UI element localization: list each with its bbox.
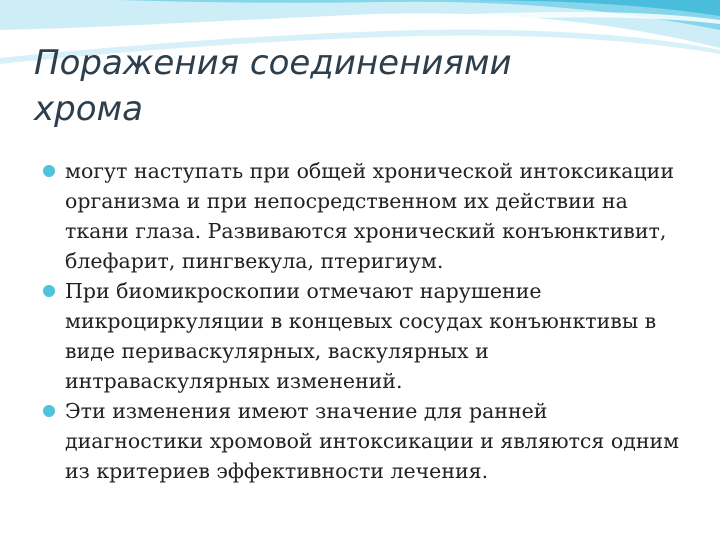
bullet-dot-icon	[43, 285, 55, 297]
bullet-dot-icon	[43, 405, 55, 417]
slide-title-line-1: Поражения соединениями	[34, 43, 512, 83]
slide-title-line-2: хрома	[34, 89, 143, 129]
bullet-dot-icon	[43, 165, 55, 177]
bullet-text: могут наступать при общей хронической интоксикации организма и при непосредственном их действии на ткани глаза. Развиваются хронический конъюнктивит, блефарит, пингвекула, птеригиум.	[65, 159, 675, 273]
bullet-item	[43, 156, 683, 276]
bullet-item	[43, 276, 683, 396]
slide-title	[34, 40, 674, 132]
bullet-text: При биомикроскопии отмечают нарушение микроциркуляции в концевых сосудах конъюнктивы в виде периваскулярных, васкулярных и интраваскулярных изменений.	[65, 279, 657, 393]
bullet-text: Эти изменения имеют значение для ранней диагностики хромовой интоксикации и являются одним из критериев эффективности лечения.	[65, 399, 680, 483]
bullet-item	[43, 396, 683, 486]
bullet-list	[43, 156, 683, 486]
